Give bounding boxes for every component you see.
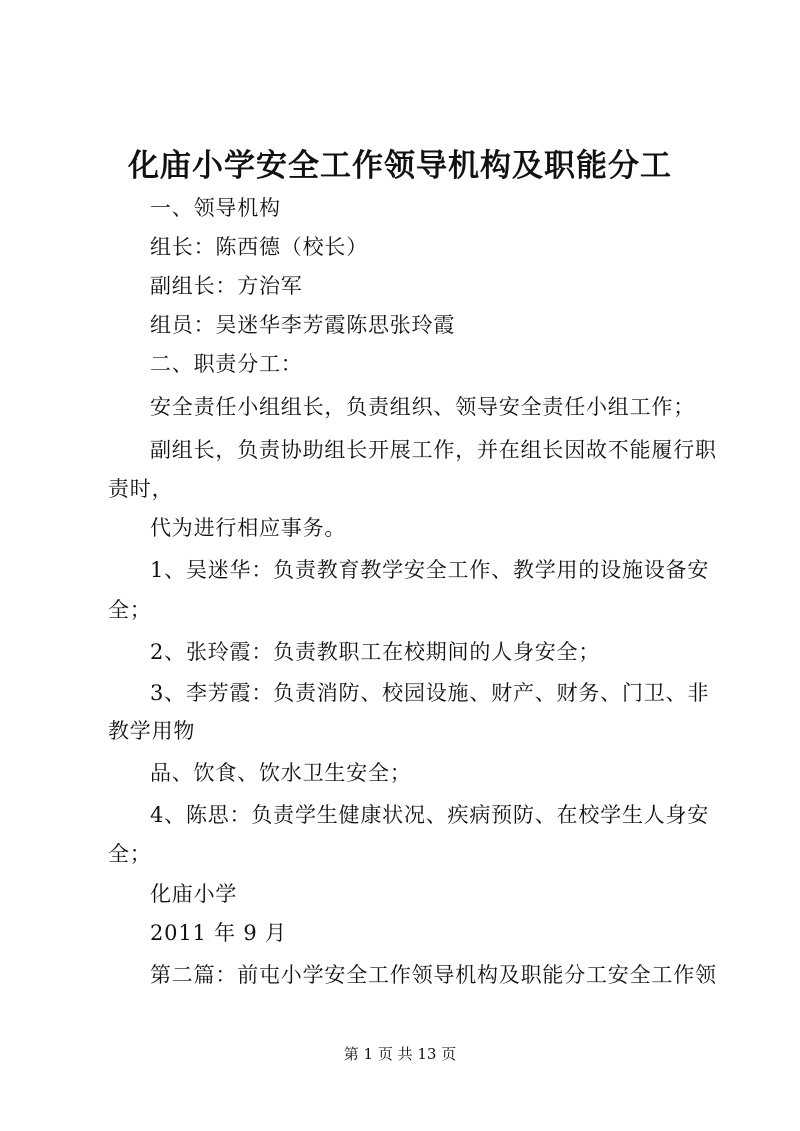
section-heading-leadership: 一、领导机构: [150, 196, 281, 220]
paragraph-line: 2、张玲霞：负责教职工在校期间的人身安全；: [150, 640, 601, 664]
team-leader-line: 组长：陈西德（校长）: [150, 235, 368, 259]
paragraph-line: 3、李芳霞：负责消防、校园设施、财产、财务、门卫、非: [150, 681, 710, 705]
paragraph-line: 第二篇：前屯小学安全工作领导机构及职能分工安全工作领: [150, 963, 717, 987]
paragraph-line: 安全责任小组组长，负责组织、领导安全责任小组工作；: [150, 395, 695, 419]
school-name-signature: 化庙小学: [150, 882, 238, 906]
paragraph-line: 品、饮食、饮水卫生安全；: [150, 761, 412, 785]
paragraph-line: 全；: [108, 842, 152, 866]
paragraph-line: 全；: [108, 598, 152, 622]
paragraph-line: 4、陈思：负责学生健康状况、疾病预防、在校学生人身安: [150, 803, 710, 827]
paragraph-line: 代为进行相应事务。: [150, 516, 347, 540]
date-line: 2011 年 9 月: [150, 921, 287, 945]
members-line: 组员：吴迷华李芳霞陈思张玲霞: [150, 313, 456, 337]
page-number-footer: 第 1 页 共 13 页: [343, 1045, 457, 1063]
section-heading-duties: 二、职责分工：: [150, 352, 303, 376]
paragraph-line: 1、吴迷华：负责教育教学安全工作、教学用的设施设备安: [150, 558, 710, 582]
deputy-leader-line: 副组长：方治军: [150, 274, 303, 298]
document-title: 化庙小学安全工作领导机构及职能分工: [128, 148, 672, 184]
paragraph-line: 教学用物: [108, 719, 196, 743]
paragraph-line: 副组长，负责协助组长开展工作，并在组长因故不能履行职: [150, 438, 717, 462]
paragraph-line: 责时，: [108, 477, 174, 501]
